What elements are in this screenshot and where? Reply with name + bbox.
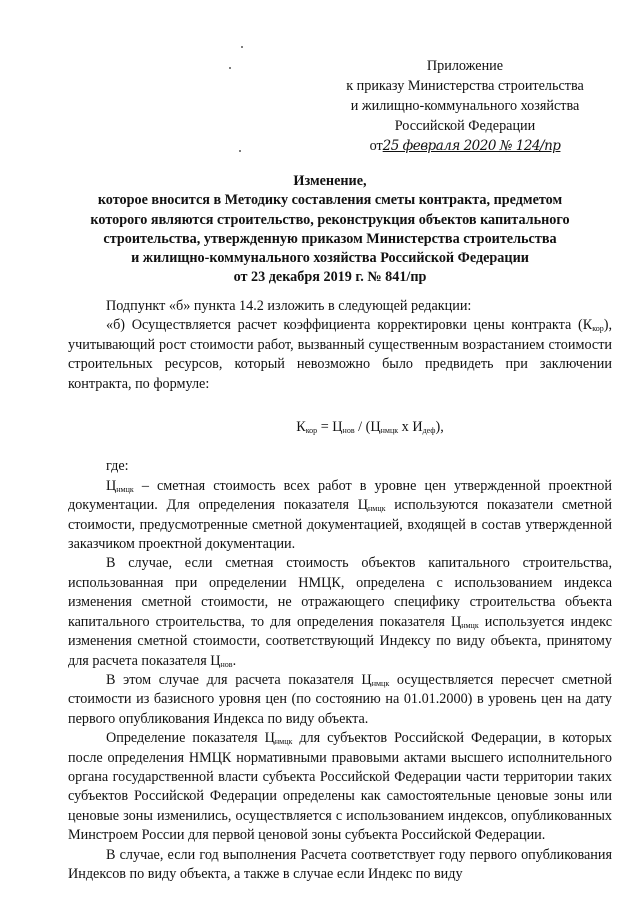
heading-line: которого являются строительство, реконструкция объектов капитального (90, 211, 570, 228)
document-body (68, 297, 612, 884)
paragraph-index-case: В случае, если сметная стоимость объектов капитального строительства, использованная при определении НМЦК, определена с использованием индекса изменения сметной стоимости, не отражающего специфику строительства объекта капитального строительства, то для определения показателя $Ц_{нмцк}$ используется индекс изменения сметной стоимости, соответствующий Индексу по виду объекта, принятому для расчета показателя $Ц_{нов}$. (68, 555, 612, 669)
paragraph-b: «б) Осуществляется расчет коэффициента корректировки цены контракта $(К_{кор})$, учитывающий рост стоимости работ, вызванный существенным возрастанием стоимости строительных ресурсов, который невозможно было предвидеть при заключении контракта, по формуле: (68, 317, 612, 392)
heading-line: которое вносится в Методику составления сметы контракта, предметом (97, 192, 563, 209)
paragraph-recalc: В этом случае для расчета показателя $Ц_{нмцк}$ осуществляется пересчет сметной стоимости из базисного уровня цен (по состоянию на 01.01.2000) в уровень цен на дату первого опубликования Индекса по виду объекта. (68, 671, 612, 727)
scan-speck (241, 46, 243, 48)
annex-order-line: к приказу Министерства строительства (346, 78, 584, 94)
annex-ministry-line: и жилищно-коммунального хозяйства (350, 98, 580, 114)
date-prefix: от (369, 138, 383, 154)
paragraph-regions: Определение показателя $Ц_{нмцк}$ для субъектов Российской Федерации, в которых после определения НМЦК нормативными правовыми актами высшего исполнительного органа государственной власти субъекта Российской Федерации части территории таких субъектов Российской Федерации определены как самостоятельные ценовые зоны или ценовые зоны изменились, осуществляется с использованием индексов, опубликованных Минстроем России для первой ценовой зоны субъекта Российской Федерации. (68, 730, 612, 844)
heading-line: строительства, утвержденную приказом Министерства строительства (103, 230, 557, 247)
annex-block (330, 56, 600, 156)
heading-line: и жилищно-коммунального хозяйства Российской Федерации (131, 250, 529, 267)
annex-federation-line: Российской Федерации (394, 118, 536, 134)
heading-date-line: от 23 декабря 2019 г. № 841/пр (233, 269, 427, 286)
where-label: где: (106, 458, 129, 475)
handwritten-date-number: 25 февраля 2020 № 124/пр (382, 138, 561, 154)
annex-date-row (330, 136, 600, 156)
paragraph-cnmck: $Ц_{нмцк}$ – сметная стоимость всех работ в уровне цен утвержденной проектной документации. Для определения показателя $Ц_{нмцк}$ используются показатели сметной стоимости, предусмотренные сметной документацией, входящей в состав утвержденной заказчиком проектной документации. (68, 477, 612, 553)
annex-title: Приложение (426, 58, 504, 74)
document-heading (60, 172, 600, 288)
heading-title: Изменение, (293, 173, 367, 189)
paragraph-year-case: В случае, если год выполнения Расчета соответствует году первого опубликования Индексов по виду объекта, а также в случае если Индекс по виду (68, 846, 612, 882)
scan-speck (239, 150, 241, 152)
scan-speck (229, 67, 231, 69)
formula: $К_{кор} = Ц_{нов} / (Ц_{нмцк}$ х $И_{деф}$), (296, 419, 444, 436)
paragraph-intro: Подпункт «б» пункта 14.2 изложить в следующей редакции: (106, 298, 472, 314)
